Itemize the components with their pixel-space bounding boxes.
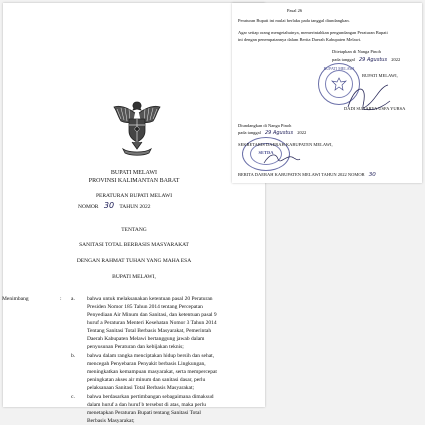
blessing-line: DENGAN RAHMAT TUHAN YANG MAHA ESA xyxy=(76,258,192,264)
set-date-year: 2022 xyxy=(391,57,401,62)
promulgation-date-handwritten: 29 Agustus xyxy=(265,130,294,136)
consideration-b-line: pelaksanaan Sanitasi Total Berbasis Masyarakat; xyxy=(87,385,195,391)
consideration-b-letter: b. xyxy=(71,353,76,359)
regulation-subject: SANITASI TOTAL BERBASIS MASYARAKAT xyxy=(79,242,189,248)
set-date-handwritten: 29 Agustus xyxy=(359,57,388,63)
promulgation-date-prefix: pada tanggal xyxy=(238,130,261,135)
consideration-a-line: Tentang Sanitasi Total Berbasis Masyarakat, Pemerintah xyxy=(87,328,212,334)
article-heading: Pasal 26 xyxy=(287,8,303,13)
consideration-a-letter: a. xyxy=(71,296,75,302)
consideration-a-line: bahwa untuk melaksanakan ketentuan pasal 20 Peraturan xyxy=(87,296,213,302)
document-page-2 xyxy=(232,3,422,183)
consideration-b-line: mencegah Penyebaran Penyakit berbasis Lingkungan, xyxy=(87,361,206,367)
regulation-number-handwritten: 30 xyxy=(103,201,115,210)
regulation-number-prefix: NOMOR xyxy=(78,204,99,210)
consideration-c-letter: c. xyxy=(71,394,75,400)
menimbang-label: Menimbang xyxy=(2,296,29,302)
document-page-1 xyxy=(2,3,265,424)
consideration-a-line: Daerah Kabupaten Melawi bertanggung jawab dalam xyxy=(87,336,205,342)
consideration-b-line: peningkatan akses air minum dan sanitasi dasar, perlu xyxy=(87,377,206,383)
consideration-c-line: bahwa berdasarkan pertimbangan sebagaimana dimaksud xyxy=(87,394,214,400)
article-text: Peraturan Bupati ini mulai berlaku pada tanggal diundangkan. xyxy=(238,18,350,23)
consideration-a-line: penyusunan Peraturan dan kebijakan teknis; xyxy=(87,344,184,350)
menimbang-colon: : xyxy=(60,296,62,302)
promulgation-text: Agar setiap orang mengetahuinya, memerintahkan pengundangan Peraturan Bupati xyxy=(238,30,388,35)
regulation-title: PERATURAN BUPATI MELAWI xyxy=(95,193,173,199)
consideration-c-line: Berbasis Masyarakat; xyxy=(87,418,135,424)
berita-daerah-text: BERITA DAERAH KABUPATEN MELAWI TAHUN 2022 NOMOR xyxy=(238,172,365,177)
bupati-seal-text: BUPATI MELAWI xyxy=(323,66,355,71)
berita-daerah-line xyxy=(238,173,376,179)
set-place: Ditetapkan di Nanga Pinoh xyxy=(332,49,381,54)
header-regent: BUPATI MELAWI xyxy=(110,170,158,176)
header-province: PROVINSI KALIMANTAN BARAT xyxy=(88,178,180,184)
consideration-c-line: dalam huruf a dan huruf b tersebut di atas, maka perlu xyxy=(87,402,206,408)
promulgation-date-year: 2022 xyxy=(297,130,307,135)
bupati-name: DADI SUNARYA USFA YURSA xyxy=(344,106,406,111)
promulgation-place: Diundangkan di Nanga Pinoh xyxy=(238,123,292,128)
consideration-b-line: bahwa dalam rangka menciptakan hidup bersih dan sehat, xyxy=(87,353,215,359)
consideration-a-line: Presiden Nomor 185 Tahun 2014 tentang Percepatan xyxy=(87,304,203,310)
bupati-title: BUPATI MELAWI, xyxy=(362,73,398,78)
consideration-b-line: meningkatkan kemampuan masyarakat, serta mempercepat xyxy=(87,369,217,375)
regulation-year: TAHUN 2022 xyxy=(119,204,151,210)
consideration-c-line: menetapkan Peraturan Bupati tentang Sanitasi Total xyxy=(87,410,201,416)
consideration-a-line: Penyediaan Air Minum dan Sanitasi, dan ketentuan pasal 9 xyxy=(87,312,217,318)
promulgation-text: ini dengan penempatannya dalam Berita Daerah Kabupaten Melawi. xyxy=(238,37,362,42)
sekda-signature xyxy=(262,149,302,169)
tentang-label: TENTANG xyxy=(121,227,147,233)
sekda-title: SEKRETARIS DAERAH KABUPATEN MELAWI, xyxy=(238,142,333,147)
regulation-number-line xyxy=(78,202,151,211)
set-date-prefix: pada tanggal xyxy=(332,57,355,62)
setda-seal-text: SETDA xyxy=(258,150,274,155)
promulgation-date xyxy=(238,131,306,136)
berita-daerah-number: 30 xyxy=(368,172,376,178)
garuda-emblem-icon xyxy=(111,99,163,157)
bupati-heading: BUPATI MELAWI, xyxy=(112,274,156,280)
consideration-a-line: huruf a Peraturan Menteri Kesehatan Nomor 3 Tahun 2014 xyxy=(87,320,217,326)
